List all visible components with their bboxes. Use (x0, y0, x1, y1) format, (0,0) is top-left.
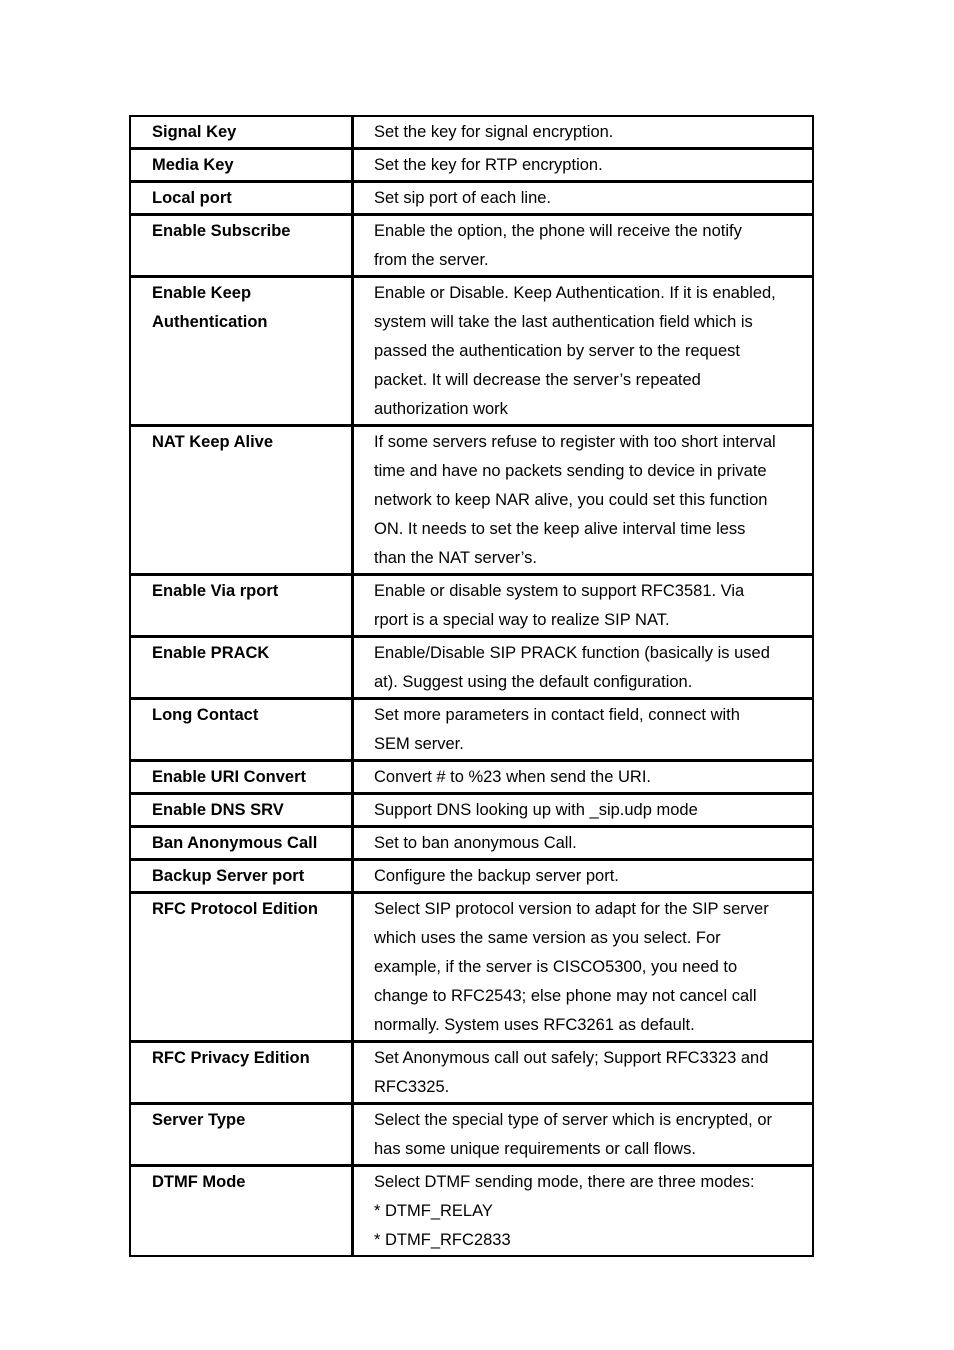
setting-description: Configure the backup server port. (353, 859, 813, 892)
table-row (130, 148, 813, 181)
setting-name: Backup Server port (130, 859, 353, 892)
table-row (130, 1165, 813, 1256)
setting-name: RFC Privacy Edition (130, 1041, 353, 1103)
table-row (130, 276, 813, 425)
setting-name: Media Key (130, 148, 353, 181)
table-row (130, 859, 813, 892)
table-row (130, 760, 813, 793)
table-row (130, 793, 813, 826)
setting-description: Convert # to %23 when send the URI. (353, 760, 813, 793)
settings-table-body (130, 116, 813, 1256)
setting-description: Enable or Disable. Keep Authentication. If it is enabled, system will take the last authentication field which is passed the authentication by server to the request packet. It will decrease the server’s repeated authorization work (353, 276, 813, 425)
table-row (130, 1041, 813, 1103)
table-row (130, 636, 813, 698)
setting-description: Support DNS looking up with _sip.udp mode (353, 793, 813, 826)
setting-description: Set the key for RTP encryption. (353, 148, 813, 181)
setting-name: DTMF Mode (130, 1165, 353, 1256)
setting-name: Ban Anonymous Call (130, 826, 353, 859)
setting-name: Enable Subscribe (130, 214, 353, 276)
setting-name: Long Contact (130, 698, 353, 760)
table-row (130, 698, 813, 760)
setting-name: Enable URI Convert (130, 760, 353, 793)
setting-description: Select the special type of server which is encrypted, or has some unique requirements or call flows. (353, 1103, 813, 1165)
setting-name: NAT Keep Alive (130, 425, 353, 574)
setting-name: Enable PRACK (130, 636, 353, 698)
setting-name: RFC Protocol Edition (130, 892, 353, 1041)
table-row (130, 214, 813, 276)
table-row (130, 892, 813, 1041)
settings-table (129, 115, 814, 1257)
setting-description: If some servers refuse to register with too short interval time and have no packets sending to device in private network to keep NAR alive, you could set this function ON. It needs to set the keep alive interval time less than the NAT server’s. (353, 425, 813, 574)
setting-description: Select SIP protocol version to adapt for the SIP server which uses the same version as you select. For example, if the server is CISCO5300, you need to change to RFC2543; else phone may not cancel call normally. System uses RFC3261 as default. (353, 892, 813, 1041)
setting-name: Enable Via rport (130, 574, 353, 636)
setting-description: Set Anonymous call out safely; Support RFC3323 and RFC3325. (353, 1041, 813, 1103)
table-row (130, 116, 813, 148)
table-row (130, 826, 813, 859)
table-row (130, 181, 813, 214)
setting-description: Set more parameters in contact field, connect with SEM server. (353, 698, 813, 760)
setting-description: Select DTMF sending mode, there are three modes: * DTMF_RELAY * DTMF_RFC2833 (353, 1165, 813, 1256)
table-row (130, 1103, 813, 1165)
setting-description: Set to ban anonymous Call. (353, 826, 813, 859)
setting-description: Enable or disable system to support RFC3581. Via rport is a special way to realize SIP NAT. (353, 574, 813, 636)
setting-name: Local port (130, 181, 353, 214)
table-row (130, 425, 813, 574)
setting-name: Signal Key (130, 116, 353, 148)
setting-description: Enable the option, the phone will receive the notify from the server. (353, 214, 813, 276)
table-row (130, 574, 813, 636)
setting-description: Set the key for signal encryption. (353, 116, 813, 148)
setting-name: Enable DNS SRV (130, 793, 353, 826)
setting-description: Enable/Disable SIP PRACK function (basically is used at). Suggest using the default configuration. (353, 636, 813, 698)
setting-description: Set sip port of each line. (353, 181, 813, 214)
setting-name: Server Type (130, 1103, 353, 1165)
setting-name: Enable Keep Authentication (130, 276, 353, 425)
